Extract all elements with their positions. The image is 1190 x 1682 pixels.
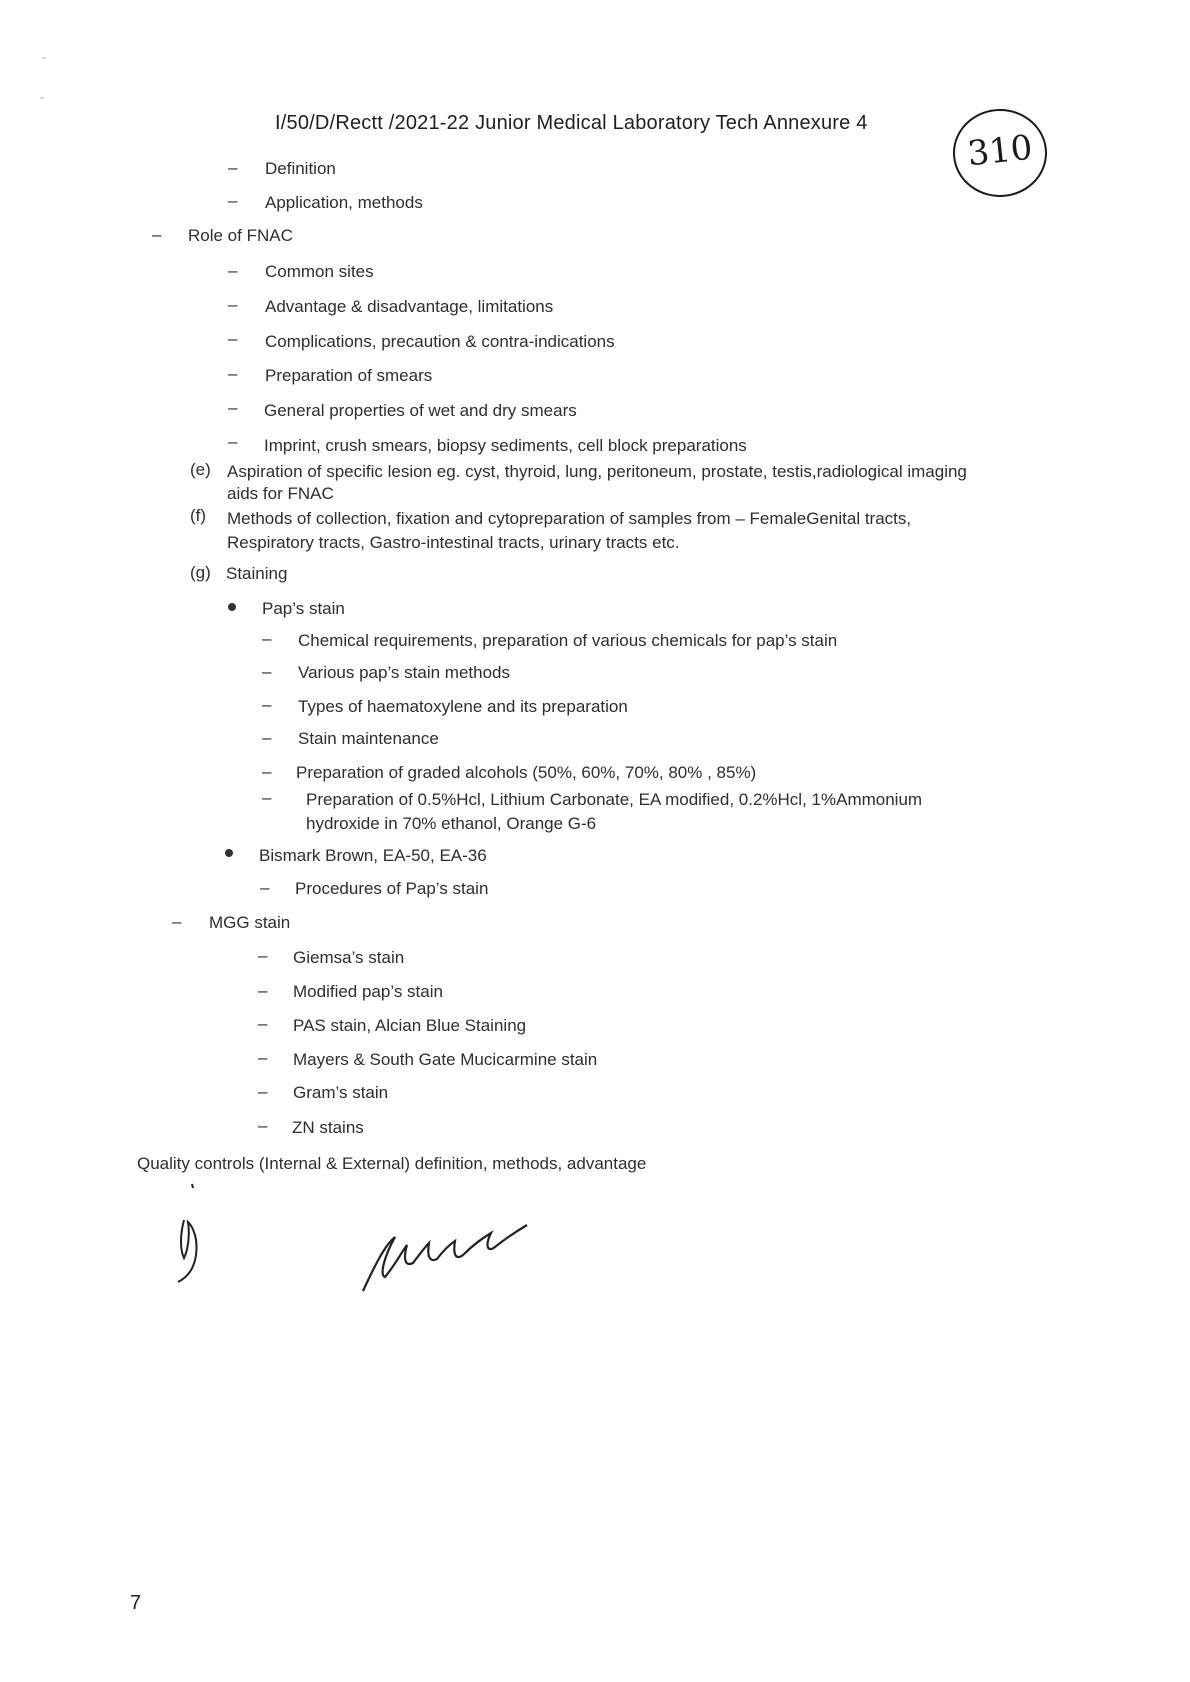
- list-item: Role of FNAC: [188, 226, 293, 245]
- list-item: Preparation of smears: [265, 366, 433, 385]
- list-item: Mayers & South Gate Mucicarmine stain: [293, 1050, 598, 1069]
- list-item: Stain maintenance: [298, 729, 439, 748]
- list-item: Common sites: [265, 262, 374, 281]
- list-item: Complications, precaution & contra-indications: [265, 332, 615, 351]
- list-item: Staining: [226, 564, 288, 583]
- scan-mark: -: [42, 50, 46, 64]
- list-item: hydroxide in 70% ethanol, Orange G-6: [306, 814, 597, 833]
- dash-marker: –: [258, 1048, 268, 1067]
- dash-marker: –: [262, 662, 272, 681]
- scan-mark: -: [40, 90, 44, 104]
- list-item: Giemsa’s stain: [293, 948, 405, 967]
- page-number: 7: [130, 1592, 142, 1614]
- signature: [355, 1215, 535, 1295]
- dash-marker: –: [228, 398, 238, 417]
- list-item: Preparation of 0.5%Hcl, Lithium Carbonate, EA modified, 0.2%Hcl, 1%Ammonium: [306, 790, 923, 809]
- bullet-icon: [228, 603, 236, 611]
- dash-marker: –: [258, 1014, 268, 1033]
- section-label: (f): [190, 506, 207, 525]
- list-item: Types of haematoxylene and its preparation: [298, 697, 628, 716]
- dash-marker: –: [262, 788, 272, 807]
- dash-marker: –: [262, 629, 272, 648]
- page-title: I/50/D/Rectt /2021-22 Junior Medical Laboratory Tech Annexure 4: [275, 112, 868, 134]
- dash-marker: –: [228, 261, 238, 280]
- list-item: Methods of collection, fixation and cytopreparation of samples from – FemaleGenital tracts,: [227, 509, 912, 528]
- list-item: Quality controls (Internal & External) definition, methods, advantage: [137, 1154, 647, 1173]
- section-label: (e): [190, 460, 211, 479]
- dash-marker: –: [228, 191, 238, 210]
- list-item: Gram’s stain: [293, 1083, 389, 1102]
- signature-initials: [170, 1180, 220, 1290]
- list-item: Various pap’s stain methods: [298, 663, 510, 682]
- dash-marker: –: [228, 295, 238, 314]
- dash-marker: –: [258, 1082, 268, 1101]
- list-item: Application, methods: [265, 193, 423, 212]
- dash-marker: –: [260, 878, 270, 897]
- list-item: Modified pap’s stain: [293, 982, 443, 1001]
- list-item: ZN stains: [292, 1118, 364, 1137]
- dash-marker: –: [152, 225, 162, 244]
- list-item: Advantage & disadvantage, limitations: [265, 297, 554, 316]
- list-item: Respiratory tracts, Gastro-intestinal tracts, urinary tracts etc.: [227, 533, 680, 552]
- dash-marker: –: [262, 728, 272, 747]
- dash-marker: –: [228, 432, 238, 451]
- dash-marker: –: [228, 329, 238, 348]
- list-item: Preparation of graded alcohols (50%, 60%, 70%, 80% , 85%): [296, 763, 757, 782]
- dash-marker: –: [172, 912, 182, 931]
- dash-marker: –: [258, 946, 268, 965]
- section-label: (g): [190, 563, 211, 582]
- list-item: Bismark Brown, EA-50, EA-36: [259, 846, 487, 865]
- list-item: Definition: [265, 159, 336, 178]
- list-item: Imprint, crush smears, biopsy sediments, cell block preparations: [264, 436, 747, 455]
- list-item: Chemical requirements, preparation of various chemicals for pap’s stain: [298, 631, 838, 650]
- dash-marker: –: [228, 364, 238, 383]
- bullet-icon: [225, 849, 233, 857]
- list-item: General properties of wet and dry smears: [264, 401, 577, 420]
- dash-marker: –: [262, 762, 272, 781]
- list-item: Aspiration of specific lesion eg. cyst, thyroid, lung, peritoneum, prostate, testis,radiological imaging: [227, 462, 967, 481]
- list-item: Procedures of Pap’s stain: [295, 879, 489, 898]
- dash-marker: –: [258, 981, 268, 1000]
- dash-marker: –: [228, 158, 238, 177]
- stamp-number: 310: [965, 127, 1035, 175]
- list-item: Pap’s stain: [262, 599, 345, 618]
- list-item: PAS stain, Alcian Blue Staining: [293, 1016, 527, 1035]
- list-item: aids for FNAC: [227, 484, 334, 503]
- list-item: MGG stain: [209, 913, 291, 932]
- dash-marker: –: [262, 695, 272, 714]
- page-stamp: [950, 105, 1050, 201]
- dash-marker: –: [258, 1116, 268, 1135]
